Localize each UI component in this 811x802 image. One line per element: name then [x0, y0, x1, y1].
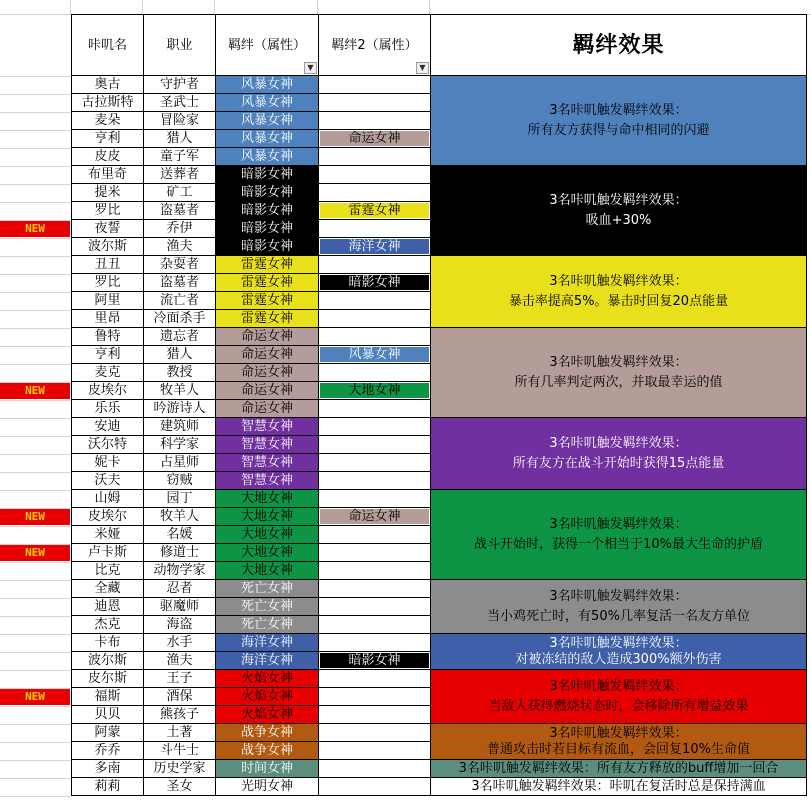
character-name-cell[interactable]: 罗比: [71, 274, 143, 292]
job-cell[interactable]: 遗忘者: [143, 328, 215, 346]
header-job-label: 职业: [166, 38, 193, 53]
bond2-cell[interactable]: [318, 400, 430, 418]
gridline: [0, 670, 71, 671]
gridline: [0, 562, 71, 563]
header-effect: [430, 14, 807, 76]
bond2-cell[interactable]: [318, 382, 430, 400]
character-name-cell[interactable]: 皮埃尔: [71, 508, 143, 526]
bond-effect-text: 当小鸡死亡时，有50%几率复活一名友方单位: [487, 608, 750, 624]
bond2-cell[interactable]: [318, 76, 430, 94]
job-cell[interactable]: 圣武士: [143, 94, 215, 112]
job-cell[interactable]: 驱魔师: [143, 598, 215, 616]
job-cell[interactable]: 圣女: [143, 778, 215, 796]
job-cell[interactable]: 建筑师: [143, 418, 215, 436]
gridline: [0, 274, 71, 275]
bond-effect-text: 3名咔叽触发羁绊效果：: [549, 635, 688, 651]
bond1-cell[interactable]: 智慧女神: [215, 472, 318, 490]
bond1-cell[interactable]: 海洋女神: [215, 652, 318, 670]
gridline: [0, 436, 71, 437]
character-name-cell[interactable]: 阿蒙: [71, 724, 143, 742]
bond2-cell[interactable]: [318, 652, 430, 670]
bond1-cell[interactable]: 大地女神: [215, 562, 318, 580]
job-cell[interactable]: 修道士: [143, 544, 215, 562]
character-name-cell[interactable]: 米娅: [71, 526, 143, 544]
bond1-cell[interactable]: 死亡女神: [215, 598, 318, 616]
bond2-cell[interactable]: [318, 202, 430, 220]
gridline: [0, 94, 71, 95]
bond-effect-cell[interactable]: [430, 724, 807, 760]
gridline: [0, 202, 71, 203]
job-cell[interactable]: 占星师: [143, 454, 215, 472]
bond2-label: 命运女神: [320, 131, 429, 146]
bond-effect-cell[interactable]: [430, 760, 807, 778]
header-name[interactable]: [71, 14, 143, 76]
bond1-cell[interactable]: 火焰女神: [215, 688, 318, 706]
bond-effect-cell[interactable]: [430, 76, 807, 166]
bond2-cell[interactable]: [318, 292, 430, 310]
gridline: [0, 724, 71, 725]
new-badge: NEW: [0, 383, 70, 399]
bond2-cell[interactable]: [318, 184, 430, 202]
character-name-cell[interactable]: 里昂: [71, 310, 143, 328]
bond2-cell[interactable]: [318, 670, 430, 688]
bond-effect-text: 3名咔叽触发羁绊效果：: [549, 273, 688, 289]
gridline: [0, 238, 71, 239]
gridline: [0, 706, 71, 707]
bond2-cell[interactable]: [318, 94, 430, 112]
bond1-cell[interactable]: 大地女神: [215, 526, 318, 544]
job-cell[interactable]: 历史学家: [143, 760, 215, 778]
job-cell[interactable]: 科学家: [143, 436, 215, 454]
character-name-cell[interactable]: 罗比: [71, 202, 143, 220]
bond1-cell[interactable]: 风暴女神: [215, 112, 318, 130]
job-cell[interactable]: 冒险家: [143, 112, 215, 130]
bond1-cell[interactable]: 命运女神: [215, 346, 318, 364]
gridline: [0, 454, 71, 455]
bond1-cell[interactable]: 战争女神: [215, 742, 318, 760]
bond-effect-cell[interactable]: [430, 490, 807, 580]
bond1-cell[interactable]: 风暴女神: [215, 76, 318, 94]
gridline: [429, 0, 430, 14]
character-name-cell[interactable]: 麦朵: [71, 112, 143, 130]
character-name-cell[interactable]: 提米: [71, 184, 143, 202]
character-name-cell[interactable]: 福斯: [71, 688, 143, 706]
job-cell[interactable]: 土著: [143, 724, 215, 742]
new-badge: NEW: [0, 689, 70, 705]
bond2-cell[interactable]: [318, 346, 430, 364]
new-badge: NEW: [0, 545, 70, 561]
character-name-cell[interactable]: 莉莉: [71, 778, 143, 796]
character-name-cell[interactable]: 杰克: [71, 616, 143, 634]
character-name-cell[interactable]: 比克: [71, 562, 143, 580]
new-badge: NEW: [0, 221, 70, 237]
character-name-cell[interactable]: 多南: [71, 760, 143, 778]
job-cell[interactable]: 海盗: [143, 616, 215, 634]
character-name-cell[interactable]: 布里奇: [71, 166, 143, 184]
bond2-label: 命运女神: [320, 509, 429, 524]
job-cell[interactable]: 牧羊人: [143, 508, 215, 526]
gridline: [0, 742, 71, 743]
gridline: [0, 328, 71, 329]
bond-effect-text: 3名咔叽触发羁绊效果：: [549, 354, 688, 370]
bond-effect-text: 对被冻结的敌人造成300%额外伤害: [515, 651, 722, 667]
bond2-cell[interactable]: [318, 364, 430, 382]
gridline: [70, 0, 71, 14]
character-name-cell[interactable]: 妮卡: [71, 454, 143, 472]
job-cell[interactable]: 童子军: [143, 148, 215, 166]
job-cell[interactable]: 冷面杀手: [143, 310, 215, 328]
bond-effect-text: 3名咔叽触发羁绊效果：: [549, 725, 688, 741]
bond2-cell[interactable]: [318, 112, 430, 130]
bond2-cell[interactable]: [318, 310, 430, 328]
bond1-cell[interactable]: 火焰女神: [215, 706, 318, 724]
bond1-cell[interactable]: 战争女神: [215, 724, 318, 742]
bond1-cell[interactable]: 命运女神: [215, 364, 318, 382]
bond2-label: 大地女神: [320, 383, 429, 398]
gridline: [0, 112, 71, 113]
bond-effect-cell[interactable]: [430, 670, 807, 724]
bond1-cell[interactable]: 风暴女神: [215, 94, 318, 112]
bond2-label: 暗影女神: [320, 275, 429, 290]
bond1-cell[interactable]: 暗影女神: [215, 220, 318, 238]
job-cell[interactable]: 斗牛士: [143, 742, 215, 760]
bond1-cell[interactable]: 雷霆女神: [215, 256, 318, 274]
character-name-cell[interactable]: 波尔斯: [71, 652, 143, 670]
character-name-cell[interactable]: 沃尔特: [71, 436, 143, 454]
job-cell[interactable]: 猎人: [143, 346, 215, 364]
gridline: [0, 400, 71, 401]
bond1-cell[interactable]: 雷霆女神: [215, 310, 318, 328]
bond2-label: 海洋女神: [320, 239, 429, 254]
bond2-cell[interactable]: [318, 490, 430, 508]
gridline: [0, 418, 71, 419]
bond-effect-text: 战斗开始时，获得一个相当于10%最大生命的护盾: [474, 536, 763, 552]
bond2-cell[interactable]: [318, 256, 430, 274]
character-name-cell[interactable]: 皮尔斯: [71, 670, 143, 688]
bond-effect-cell[interactable]: [430, 418, 807, 490]
bond-effect-cell[interactable]: [430, 580, 807, 634]
bond2-cell[interactable]: [318, 328, 430, 346]
bond1-cell[interactable]: 命运女神: [215, 328, 318, 346]
job-cell[interactable]: 园丁: [143, 490, 215, 508]
bond2-cell[interactable]: [318, 526, 430, 544]
filter-dropdown-icon[interactable]: ▼: [416, 62, 429, 74]
gridline: [0, 490, 71, 491]
job-cell[interactable]: 杂耍者: [143, 256, 215, 274]
gridline: [0, 346, 71, 347]
job-cell[interactable]: 教授: [143, 364, 215, 382]
bond-effect-cell[interactable]: [430, 778, 807, 796]
bond1-cell[interactable]: 暗影女神: [215, 166, 318, 184]
bond2-cell[interactable]: [318, 238, 430, 256]
character-name-cell[interactable]: 亨利: [71, 346, 143, 364]
header-job[interactable]: [143, 14, 215, 76]
job-cell[interactable]: 动物学家: [143, 562, 215, 580]
job-cell[interactable]: 水手: [143, 634, 215, 652]
bond-effect-text: 所有几率判定两次，并取最幸运的值: [514, 374, 723, 390]
job-cell[interactable]: 王子: [143, 670, 215, 688]
job-cell[interactable]: 忍者: [143, 580, 215, 598]
bond2-cell[interactable]: [318, 148, 430, 166]
job-cell[interactable]: 牧羊人: [143, 382, 215, 400]
bond-effect-text: 3名咔叽触发羁绊效果：: [549, 102, 688, 118]
job-cell[interactable]: 守护者: [143, 76, 215, 94]
gridline: [0, 580, 71, 581]
bond1-cell[interactable]: 雷霆女神: [215, 292, 318, 310]
job-cell[interactable]: 送葬者: [143, 166, 215, 184]
bond-effect-text: 普通攻击时若目标有流血，会回复10%生命值: [487, 741, 750, 757]
bond2-cell[interactable]: [318, 724, 430, 742]
gridline: [0, 184, 71, 185]
bond2-cell[interactable]: [318, 562, 430, 580]
bond2-cell[interactable]: [318, 220, 430, 238]
character-name-cell[interactable]: 皮皮: [71, 148, 143, 166]
character-name-cell[interactable]: 全藏: [71, 580, 143, 598]
gridline: [0, 310, 71, 311]
bond1-cell[interactable]: 暗影女神: [215, 238, 318, 256]
bond-effect-text: 3名咔叽触发羁绊效果：: [549, 516, 688, 532]
gridline: [317, 0, 318, 14]
bond1-cell[interactable]: 大地女神: [215, 544, 318, 562]
job-cell[interactable]: 熊孩子: [143, 706, 215, 724]
character-name-cell[interactable]: 鲁特: [71, 328, 143, 346]
job-cell[interactable]: 盗墓者: [143, 274, 215, 292]
bond1-cell[interactable]: 海洋女神: [215, 634, 318, 652]
bond-effect-cell[interactable]: [430, 634, 807, 670]
character-name-cell[interactable]: 山姆: [71, 490, 143, 508]
job-cell[interactable]: 流亡者: [143, 292, 215, 310]
bond2-label: 风暴女神: [320, 347, 429, 362]
bond1-cell[interactable]: 智慧女神: [215, 454, 318, 472]
gridline: [214, 0, 215, 14]
bond-effect-text: 所有友方获得与命中相同的闪避: [527, 122, 710, 138]
bond2-cell[interactable]: [318, 688, 430, 706]
bond2-cell[interactable]: [318, 544, 430, 562]
bond1-cell[interactable]: 大地女神: [215, 490, 318, 508]
bond-effect-text: 吸血+30%: [585, 212, 652, 228]
header-effect-label: 羁绊效果: [572, 33, 665, 58]
job-cell[interactable]: 矿工: [143, 184, 215, 202]
bond2-cell[interactable]: [318, 418, 430, 436]
job-cell[interactable]: 酒保: [143, 688, 215, 706]
job-cell[interactable]: 名媛: [143, 526, 215, 544]
character-name-cell[interactable]: 古拉斯特: [71, 94, 143, 112]
bond-effect-text: 当敌人获得燃烧状态时，会移除所有增益效果: [488, 698, 749, 714]
bond2-cell[interactable]: [318, 706, 430, 724]
character-name-cell[interactable]: 卢卡斯: [71, 544, 143, 562]
bond-effect-text: 3名咔叽触发羁绊效果：: [549, 435, 688, 451]
bond1-cell[interactable]: 风暴女神: [215, 148, 318, 166]
character-name-cell[interactable]: 亨利: [71, 130, 143, 148]
header-bond2[interactable]: [318, 14, 430, 76]
character-name-cell[interactable]: 卡布: [71, 634, 143, 652]
bond2-cell[interactable]: [318, 166, 430, 184]
gridline: [0, 166, 71, 167]
bond-effect-cell[interactable]: [430, 328, 807, 418]
bond1-cell[interactable]: 大地女神: [215, 508, 318, 526]
bond-effect-text: 所有友方在战斗开始时获得15点能量: [512, 455, 725, 471]
header-bond1-label: 羁绊（属性）: [227, 38, 306, 53]
bond1-cell[interactable]: 命运女神: [215, 400, 318, 418]
bond2-cell[interactable]: [318, 472, 430, 490]
bond2-cell[interactable]: [318, 436, 430, 454]
character-name-cell[interactable]: 乐乐: [71, 400, 143, 418]
bond-effect-text: 暴击率提高5%。暴击时回复20点能量: [508, 293, 729, 309]
bond2-cell[interactable]: [318, 274, 430, 292]
gridline: [0, 616, 71, 617]
gridline: [0, 796, 71, 797]
gridline: [0, 634, 71, 635]
bond1-cell[interactable]: 时间女神: [215, 760, 318, 778]
job-cell[interactable]: 乔伊: [143, 220, 215, 238]
gridline: [142, 0, 143, 14]
bond2-cell[interactable]: [318, 454, 430, 472]
bond1-cell[interactable]: 死亡女神: [215, 580, 318, 598]
gridline: [0, 148, 71, 149]
header-bond2-label: 羁绊2（属性）: [331, 38, 418, 53]
character-name-cell[interactable]: 奥古: [71, 76, 143, 94]
character-name-cell[interactable]: 波尔斯: [71, 238, 143, 256]
gridline: [0, 652, 71, 653]
bond2-cell[interactable]: [318, 508, 430, 526]
bond-effect-text: 3名咔叽触发羁绊效果：: [549, 678, 688, 694]
gridline: [0, 76, 71, 77]
header-name-label: 咔叽名: [87, 38, 127, 53]
character-name-cell[interactable]: 乔乔: [71, 742, 143, 760]
job-cell[interactable]: 窃贼: [143, 472, 215, 490]
character-name-cell[interactable]: 皮埃尔: [71, 382, 143, 400]
bond2-label: 暗影女神: [320, 653, 429, 668]
bond2-cell[interactable]: [318, 634, 430, 652]
bond-effect-text: 3名咔叽触发羁绊效果：所有友方释放的buff增加一回合: [458, 760, 779, 776]
bond1-cell[interactable]: 命运女神: [215, 382, 318, 400]
new-badge: NEW: [0, 509, 70, 525]
job-cell[interactable]: 渔夫: [143, 238, 215, 256]
bond1-cell[interactable]: 智慧女神: [215, 418, 318, 436]
character-name-cell[interactable]: 安迪: [71, 418, 143, 436]
bond2-cell[interactable]: [318, 742, 430, 760]
bond1-cell[interactable]: 光明女神: [215, 778, 318, 796]
bond-effect-text: 3名咔叽触发羁绊效果：: [549, 588, 688, 604]
character-name-cell[interactable]: 贝贝: [71, 706, 143, 724]
bond1-cell[interactable]: 雷霆女神: [215, 274, 318, 292]
filter-dropdown-icon[interactable]: ▼: [304, 62, 317, 74]
gridline: [0, 760, 71, 761]
bond2-cell[interactable]: [318, 598, 430, 616]
gridline: [0, 364, 71, 365]
job-cell[interactable]: 渔夫: [143, 652, 215, 670]
bond2-label: 雷霆女神: [320, 203, 429, 218]
job-cell[interactable]: 盗墓者: [143, 202, 215, 220]
bond2-cell[interactable]: [318, 130, 430, 148]
gridline: [0, 292, 71, 293]
job-cell[interactable]: 吟游诗人: [143, 400, 215, 418]
bond-effect-text: 3名咔叽触发羁绊效果：咔叽在复活时总是保持满血: [471, 778, 766, 794]
header-bond1[interactable]: [215, 14, 318, 76]
gridline: [0, 526, 71, 527]
bond1-cell[interactable]: 智慧女神: [215, 436, 318, 454]
job-cell[interactable]: 猎人: [143, 130, 215, 148]
gridline: [0, 130, 71, 131]
bond1-cell[interactable]: 火焰女神: [215, 670, 318, 688]
bond2-cell[interactable]: [318, 580, 430, 598]
gridline: [0, 598, 71, 599]
character-name-cell[interactable]: 阿里: [71, 292, 143, 310]
character-name-cell[interactable]: 丑丑: [71, 256, 143, 274]
gridline: [0, 778, 71, 779]
bond2-cell[interactable]: [318, 778, 430, 796]
gridline: [0, 472, 71, 473]
bond1-cell[interactable]: 死亡女神: [215, 616, 318, 634]
bond-effect-cell[interactable]: [430, 256, 807, 328]
gridline: [0, 256, 71, 257]
bond2-cell[interactable]: [318, 616, 430, 634]
character-name-cell[interactable]: 沃夫: [71, 472, 143, 490]
bond-effect-text: 3名咔叽触发羁绊效果：: [549, 192, 688, 208]
bond2-cell[interactable]: [318, 760, 430, 778]
character-name-cell[interactable]: 迪恩: [71, 598, 143, 616]
character-name-cell[interactable]: 夜誓: [71, 220, 143, 238]
bond1-cell[interactable]: 暗影女神: [215, 202, 318, 220]
character-name-cell[interactable]: 麦克: [71, 364, 143, 382]
bond-effect-cell[interactable]: [430, 166, 807, 256]
bond1-cell[interactable]: 风暴女神: [215, 130, 318, 148]
bond1-cell[interactable]: 暗影女神: [215, 184, 318, 202]
